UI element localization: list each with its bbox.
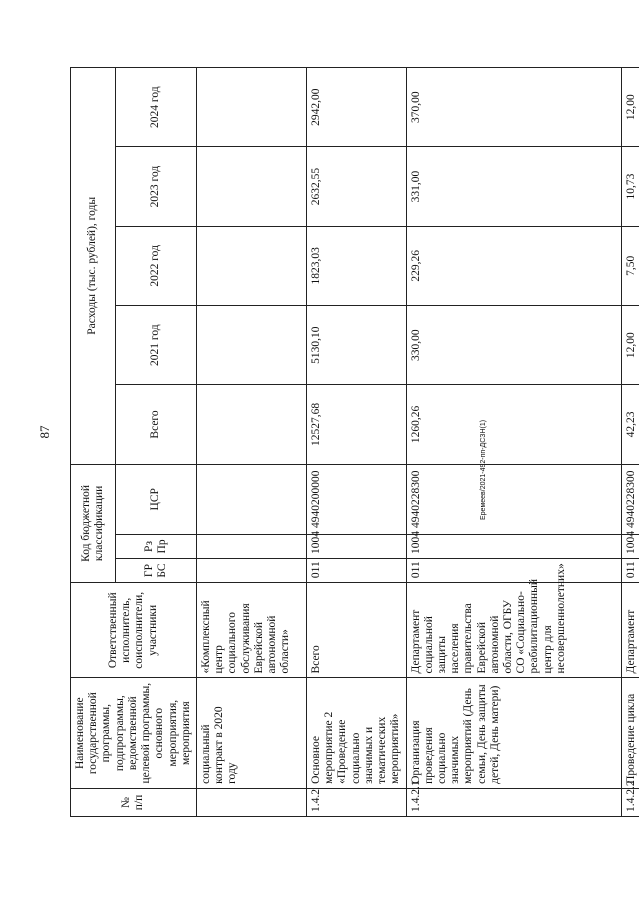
header-expenses-group: Расходы (тыс. рублей), годы [71,68,116,465]
cell-responsible: Всего [306,583,406,678]
cell-2022: 7,50 [621,226,639,305]
header-name: Наименование государственной программы, подпрограммы, ведомственной целевой программы, основного мероприятия, мероприятия [71,678,197,788]
cell-2022: 1823,03 [306,226,406,305]
cell-no: 1.4.2.1 [406,788,621,816]
cell-csr: 4940228300 [621,464,639,534]
header-code-group: Код бюджетной классификации [71,464,116,582]
cell-2021: 12,00 [621,306,639,385]
cell-rz: 1004 [406,534,621,558]
cell-name: социальный контракт в 2020 году [196,678,306,788]
cell-csr: 4940200000 [306,464,406,534]
cell-2022 [196,226,306,305]
cell-2023 [196,147,306,226]
cell-gr: 011 [406,559,621,583]
header-responsible: Ответственный исполнитель, соисполнители, участники [71,583,197,678]
cell-responsible: Департамент социальной защиты населения правительства Еврейской автономной области, ОГБУ СО «Социально-реабилитационный центр для несовершеннолетних» [406,583,621,678]
cell-no: 1.4.2 [306,788,406,816]
cell-total [196,385,306,464]
cell-2024 [196,68,306,147]
header-2021: 2021 год [116,306,197,385]
table-row [306,68,406,817]
footer-code: Еремеев/2021-492-пп-ДСЗН(1) [480,419,487,520]
cell-2024: 370,00 [406,68,621,147]
cell-name: Проведение цикла [621,678,639,788]
cell-2023: 331,00 [406,147,621,226]
cell-2021: 5130,10 [306,306,406,385]
cell-2022: 229,26 [406,226,621,305]
cell-rz [196,534,306,558]
cell-total: 42,23 [621,385,639,464]
cell-2021 [196,306,306,385]
cell-2023: 10,73 [621,147,639,226]
header-no: № п/п [71,788,197,816]
cell-name: Основное мероприятие 2 «Проведение социально значимых и тематических мероприятий» [306,678,406,788]
table-row [621,68,639,817]
cell-name: Организация проведения социально значимых мероприятий (День семьи, День защиты детей, День матери) [406,678,621,788]
page-number: 87 [37,425,52,439]
header-csr: ЦСР [116,464,197,534]
cell-csr [196,464,306,534]
header-gr: ГР БС [116,559,197,583]
header-total: Всего [116,385,197,464]
header-2024: 2024 год [116,68,197,147]
cell-gr: 011 [306,559,406,583]
cell-no: 1.4.2.2 [621,788,639,816]
cell-gr [196,559,306,583]
cell-responsible: Департамент [621,583,639,678]
cell-responsible: «Комплексный центр социального обслуживания Еврейской автономной области» [196,583,306,678]
cell-rz: 1004 [306,534,406,558]
table-row [196,68,306,817]
header-2023: 2023 год [116,147,197,226]
rotated-table-container [70,67,637,817]
cell-2021: 330,00 [406,306,621,385]
table-row [406,68,621,817]
budget-table [70,67,639,817]
cell-no [196,788,306,816]
cell-gr: 011 [621,559,639,583]
header-2022: 2022 год [116,226,197,305]
cell-2024: 2942,00 [306,68,406,147]
cell-total: 1260,26 [406,385,621,464]
cell-csr: 4940228300 [406,464,621,534]
cell-2023: 2632,55 [306,147,406,226]
cell-2024: 12,00 [621,68,639,147]
cell-rz: 1004 [621,534,639,558]
header-rz: Рз Пр [116,534,197,558]
cell-total: 12527,68 [306,385,406,464]
